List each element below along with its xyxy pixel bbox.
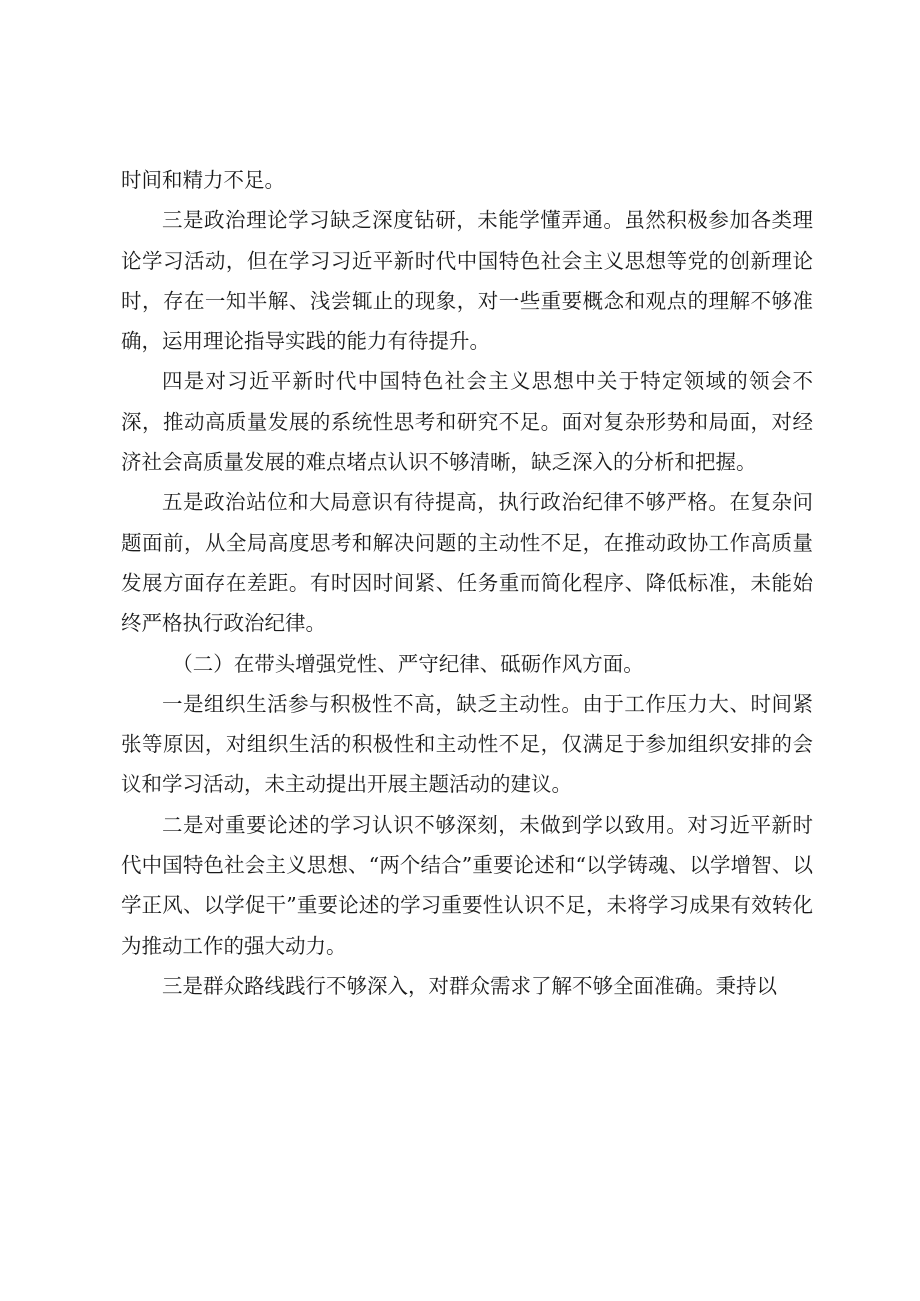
paragraph-item-five: 五是政治站位和大局意识有待提高，执行政治纪律不够严格。在复杂问题面前，从全局高度思考和解决问题的主动性不足，在推动政协工作高质量发展方面存在差距。有时因时间紧、任务重而简化程序、降低标准，未能始终严格执行政治纪律。 xyxy=(121,490,813,636)
paragraph-item-three-cont: 三是群众路线践行不够深入，对群众需求了解不够全面准确。秉持以 xyxy=(162,973,777,998)
paragraph-item-four: 四是对习近平新时代中国特色社会主义思想中关于特定领域的领会不深，推动高质量发展的系统性思考和研究不足。面对复杂形势和局面，对经济社会高质量发展的难点堵点认识不够清晰，缺乏深入的分析和把握。 xyxy=(121,369,813,475)
paragraph-item-three: 三是政治理论学习缺乏深度钻研，未能学懂弄通。虽然积极参加各类理论学习活动，但在学习习近平新时代中国特色社会主义思想等党的创新理论时，存在一知半解、浅尝辄止的现象，对一些重要概念和观点的理解不够准确，运用理论指导实践的能力有待提升。 xyxy=(121,208,813,354)
paragraph-item-two: 二是对重要论述的学习认识不够深刻，未做到学以致用。对习近平新时代中国特色社会主义思想、“两个结合”重要论述和“以学铸魂、以学增智、以学正风、以学促干”重要论述的学习重要性认识不足，未将学习成果有效转化为推动工作的强大动力。 xyxy=(121,812,813,958)
paragraph-continuation: 时间和精力不足。 xyxy=(121,168,285,192)
paragraph-item-one: 一是组织生活参与积极性不高，缺乏主动性。由于工作压力大、时间紧张等原因，对组织生活的积极性和主动性不足，仅满足于参加组织安排的会议和学习活动，未主动提出开展主题活动的建议。 xyxy=(121,691,813,797)
section-heading: （二）在带头增强党性、严守纪律、砥砺作风方面。 xyxy=(172,651,644,676)
document-body xyxy=(121,160,813,1006)
